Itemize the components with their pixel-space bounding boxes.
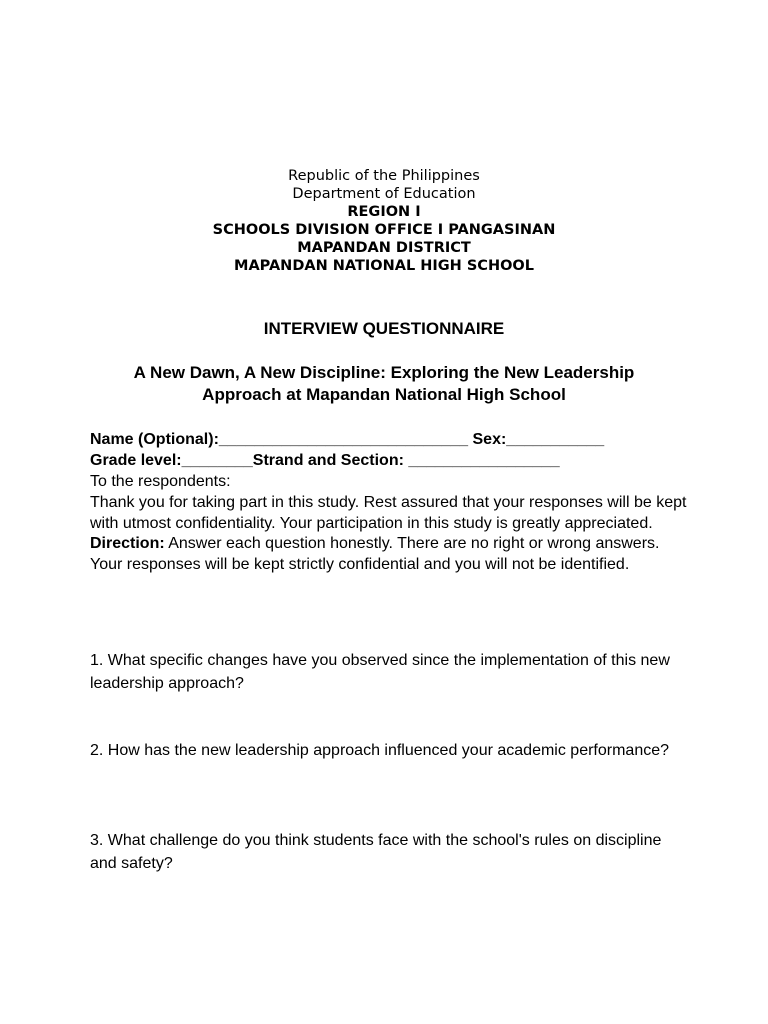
header-district: MAPANDAN DISTRICT <box>297 240 471 256</box>
header-school: MAPANDAN NATIONAL HIGH SCHOOL <box>234 258 534 274</box>
grade-strand-field: Grade level:________Strand and Section: _________________ <box>90 451 560 469</box>
header-department: Department of Education <box>292 186 476 202</box>
header-region: REGION I <box>347 204 421 220</box>
study-title-line-1: A New Dawn, A New Discipline: Exploring the New Leadership <box>133 363 635 382</box>
header-division: SCHOOLS DIVISION OFFICE I PANGASINAN <box>212 222 556 238</box>
respondent-instructions <box>90 472 690 576</box>
direction-paragraph <box>90 534 690 576</box>
header-republic: Republic of the Philippines <box>288 168 480 184</box>
direction-label: Direction: <box>90 535 165 553</box>
study-title <box>60 362 708 406</box>
question-3: 3. What challenge do you think students face with the school's rules on discipline and safety? <box>90 832 662 872</box>
name-sex-field: Name (Optional):____________________________ Sex:___________ <box>90 431 605 448</box>
question-2: 2. How has the new leadership approach influenced your academic performance? <box>90 742 670 759</box>
question-1: 1. What specific changes have you observed since the implementation of this new leadership approach? <box>90 652 670 692</box>
document-header <box>0 167 768 275</box>
greeting: To the respondents: <box>90 473 231 490</box>
document-title: INTERVIEW QUESTIONNAIRE <box>263 319 505 338</box>
direction-text: Answer each question honestly. There are no right or wrong answers. Your responses will be kept strictly confidential and you will not be identified. <box>90 535 660 574</box>
respondent-fields <box>90 430 690 472</box>
thanks-paragraph: Thank you for taking part in this study. Rest assured that your responses will be kept with utmost confidentiality. Your participation in this study is greatly appreciated. <box>90 493 687 532</box>
study-title-line-2: Approach at Mapandan National High School <box>202 385 566 404</box>
